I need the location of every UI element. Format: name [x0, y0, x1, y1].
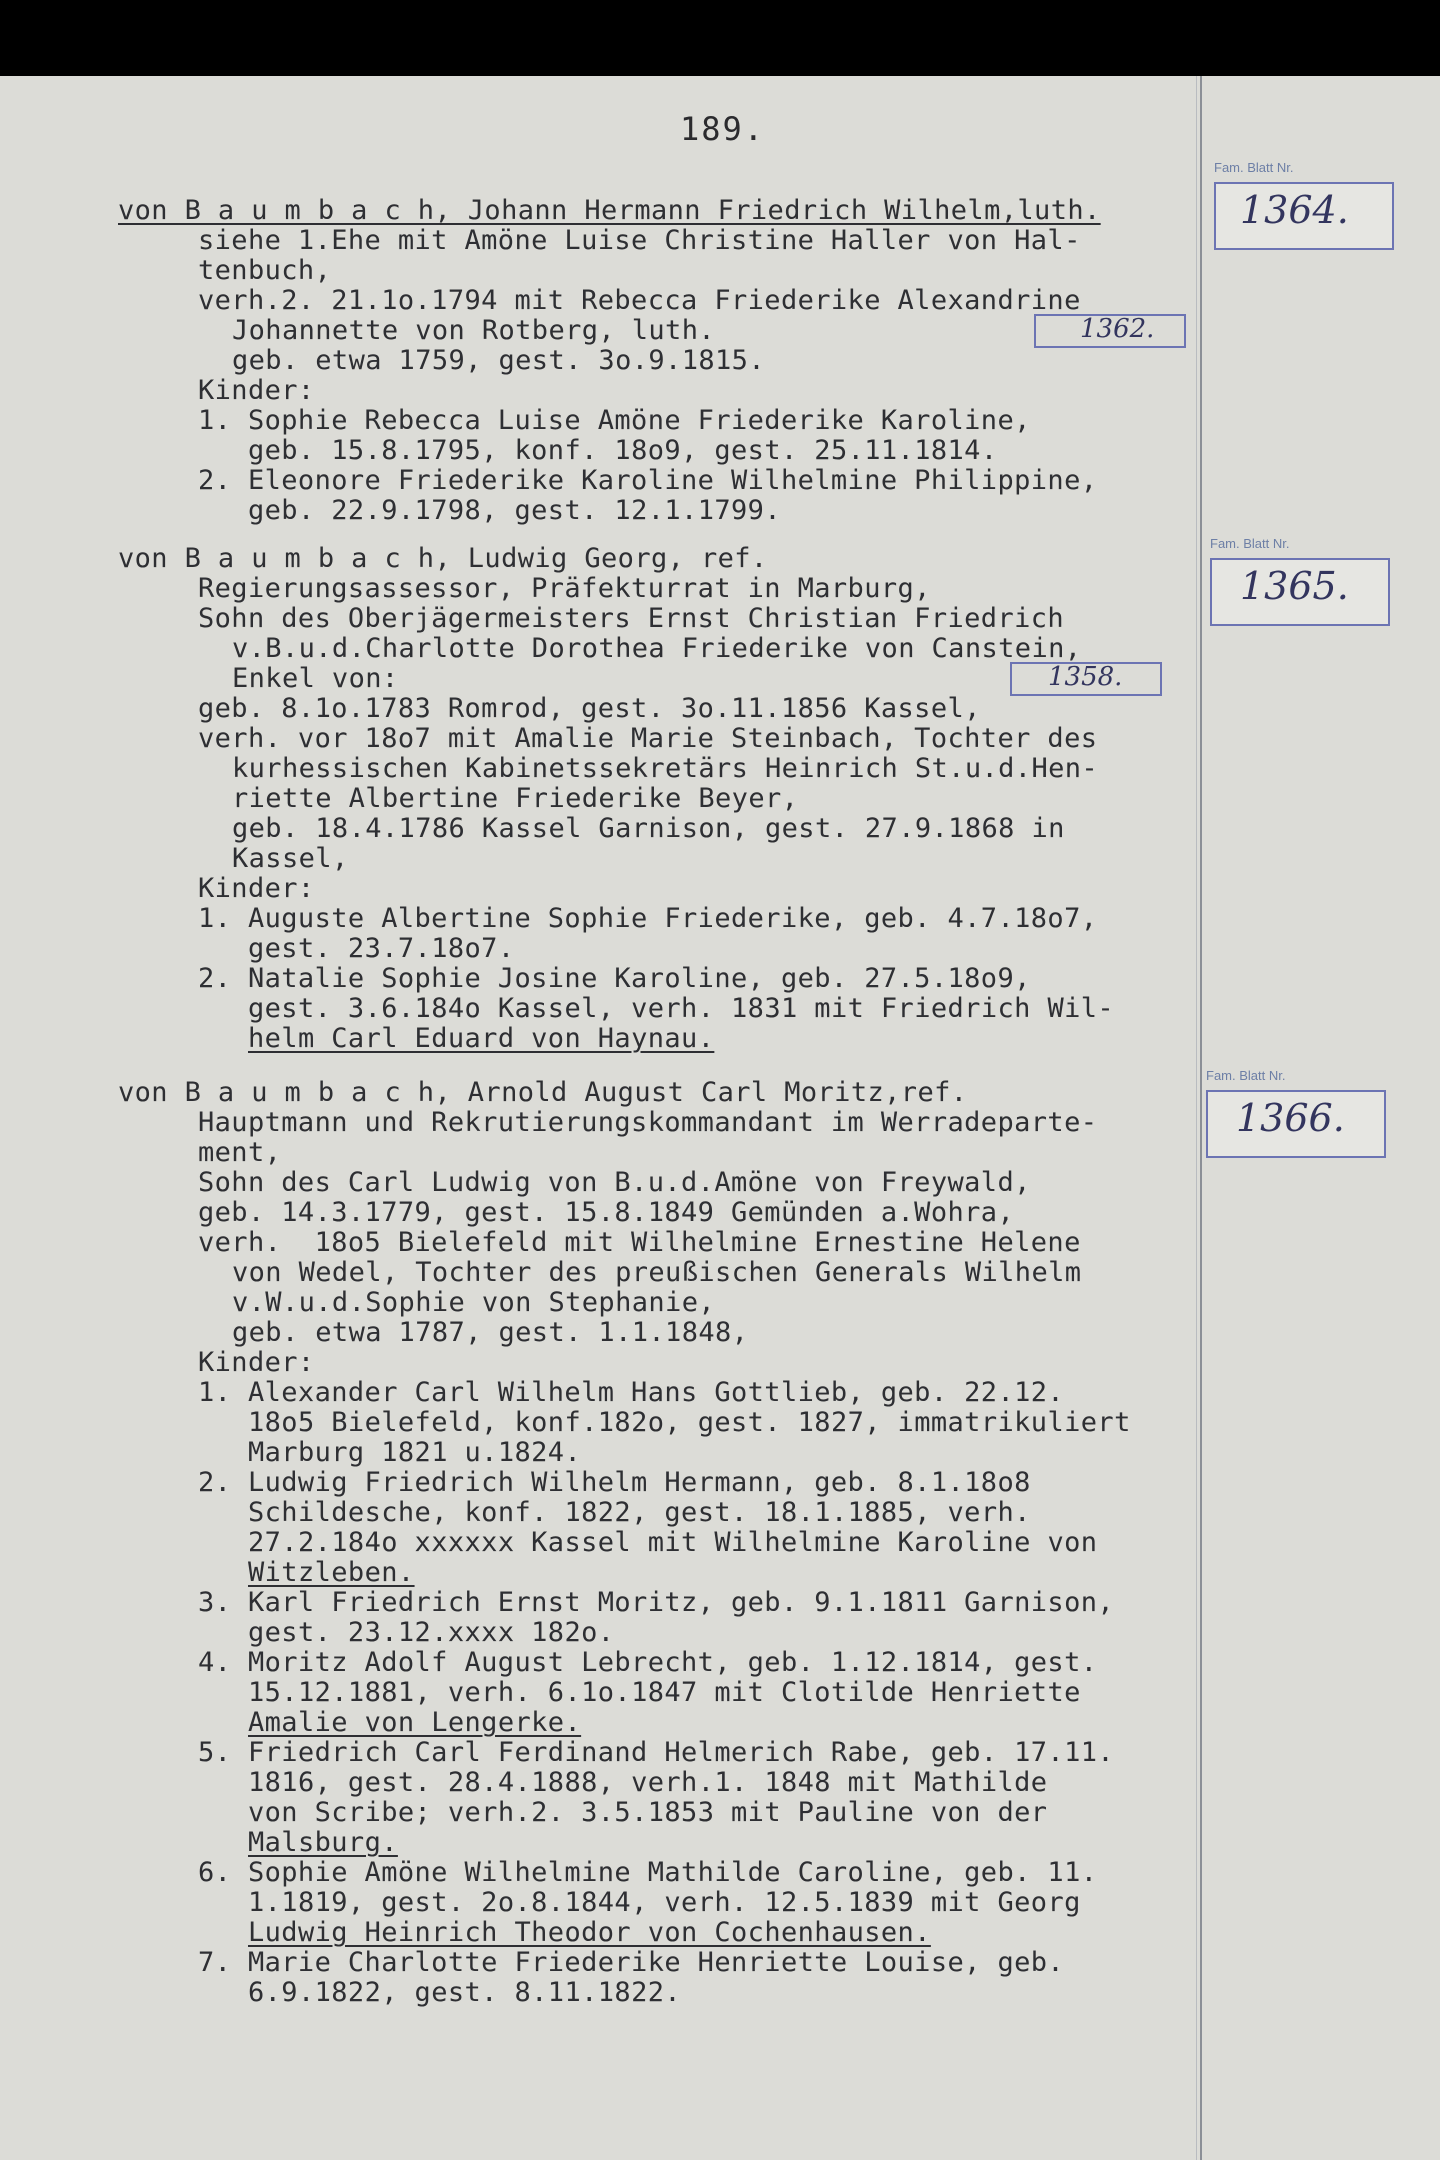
ref-number: 1362. [1080, 314, 1155, 344]
entry-line: Kinder: [198, 873, 315, 904]
entry-line: geb. 8.1o.1783 Romrod, gest. 3o.11.1856 Kassel, [198, 693, 981, 724]
ref-number: 1358. [1048, 662, 1123, 692]
entry-line: 27.2.184o xxxxxx Kassel mit Wilhelmine Karoline von [248, 1527, 1098, 1558]
fam-blatt-number: 1365. [1240, 564, 1349, 608]
entry-line: 4. Moritz Adolf August Lebrecht, geb. 1.12.1814, gest. [198, 1647, 1098, 1678]
entry-line: 18o5 Bielefeld, konf.182o, gest. 1827, immatrikuliert [248, 1407, 1131, 1438]
entry-line: kurhessischen Kabinetssekretärs Heinrich St.u.d.Hen- [232, 753, 1099, 784]
entry-line: Malsburg. [248, 1827, 398, 1858]
entry-line: 3. Karl Friedrich Ernst Moritz, geb. 9.1.1811 Garnison, [198, 1587, 1115, 1618]
entry-line: tenbuch, [198, 255, 332, 286]
fam-blatt-label: Fam. Blatt Nr. [1210, 536, 1290, 551]
entry-line: 2. Natalie Sophie Josine Karoline, geb. 27.5.18o9, [198, 963, 1031, 994]
fam-blatt-number: 1366. [1236, 1096, 1345, 1140]
entry-line: Amalie von Lengerke. [248, 1707, 582, 1738]
entry-line: geb. etwa 1787, gest. 1.1.1848, [232, 1317, 749, 1348]
entry-line: von Scribe; verh.2. 3.5.1853 mit Pauline von der [248, 1797, 1048, 1828]
entry-line: Ludwig Heinrich Theodor von Cochenhausen. [248, 1917, 931, 1948]
entry-line: verh. 18o5 Bielefeld mit Wilhelmine Ernestine Helene [198, 1227, 1081, 1258]
entry-line: geb. 15.8.1795, konf. 18o9, gest. 25.11.1814. [248, 435, 998, 466]
entry-line: Hauptmann und Rekrutierungskommandant im Werradeparte- [198, 1107, 1098, 1138]
entry-line: Regierungsassessor, Präfekturrat in Marburg, [198, 573, 931, 604]
entry-line: 1. Sophie Rebecca Luise Amöne Friederike Karoline, [198, 405, 1031, 436]
margin-rule-inner [1196, 76, 1197, 2160]
entry-line: geb. 18.4.1786 Kassel Garnison, gest. 27.9.1868 in [232, 813, 1065, 844]
entry-line: 2. Ludwig Friedrich Wilhelm Hermann, geb. 8.1.18o8 [198, 1467, 1031, 1498]
entry-line: 1. Auguste Albertine Sophie Friederike, geb. 4.7.18o7, [198, 903, 1098, 934]
entry-line: von B a u m b a c h, Arnold August Carl Moritz,ref. [118, 1077, 968, 1108]
entry-line: von B a u m b a c h, Ludwig Georg, ref. [118, 543, 768, 574]
entry-line: helm Carl Eduard von Haynau. [248, 1023, 715, 1054]
entry-line: Enkel von: [232, 663, 399, 694]
entry-line: 5. Friedrich Carl Ferdinand Helmerich Rabe, geb. 17.11. [198, 1737, 1115, 1768]
entry-line: Kinder: [198, 1347, 315, 1378]
entry-line: 7. Marie Charlotte Friederike Henriette Louise, geb. [198, 1947, 1065, 1978]
entry-line: riette Albertine Friederike Beyer, [232, 783, 799, 814]
entry-line: Schildesche, konf. 1822, gest. 18.1.1885, verh. [248, 1497, 1031, 1528]
entry-line: 1.1819, gest. 2o.8.1844, verh. 12.5.1839 mit Georg [248, 1887, 1081, 1918]
entry-line: von Wedel, Tochter des preußischen Generals Wilhelm [232, 1257, 1082, 1288]
entry-line: gest. 23.7.18o7. [248, 933, 515, 964]
entry-line: ment, [198, 1137, 282, 1168]
entry-line: v.W.u.d.Sophie von Stephanie, [232, 1287, 716, 1318]
entry-line: Johannette von Rotberg, luth. [232, 315, 716, 346]
entry-line: 6.9.1822, gest. 8.11.1822. [248, 1977, 682, 2008]
entry-line: gest. 3.6.184o Kassel, verh. 1831 mit Friedrich Wil- [248, 993, 1115, 1024]
page-number: 189. [680, 110, 766, 148]
entry-line: 6. Sophie Amöne Wilhelmine Mathilde Caroline, geb. 11. [198, 1857, 1098, 1888]
entry-line: 1816, gest. 28.4.1888, verh.1. 1848 mit Mathilde [248, 1767, 1048, 1798]
entry-line: Sohn des Oberjägermeisters Ernst Christian Friedrich [198, 603, 1065, 634]
entry-line: 15.12.1881, verh. 6.1o.1847 mit Clotilde Henriette [248, 1677, 1081, 1708]
document-page [0, 76, 1440, 2160]
fam-blatt-label: Fam. Blatt Nr. [1206, 1068, 1286, 1083]
entry-line: gest. 23.12.xxxx 182o. [248, 1617, 615, 1648]
margin-rule [1200, 76, 1202, 2160]
entry-line: geb. 22.9.1798, gest. 12.1.1799. [248, 495, 781, 526]
entry-line: Kinder: [198, 375, 315, 406]
fam-blatt-number: 1364. [1240, 188, 1349, 232]
entry-line: Marburg 1821 u.1824. [248, 1437, 582, 1468]
entry-line: Witzleben. [248, 1557, 415, 1588]
entry-line: Kassel, [232, 843, 349, 874]
entry-line: geb. etwa 1759, gest. 3o.9.1815. [232, 345, 765, 376]
fam-blatt-label: Fam. Blatt Nr. [1214, 160, 1294, 175]
entry-line: geb. 14.3.1779, gest. 15.8.1849 Gemünden a.Wohra, [198, 1197, 1015, 1228]
entry-line: v.B.u.d.Charlotte Dorothea Friederike von Canstein, [232, 633, 1082, 664]
entry-line: siehe 1.Ehe mit Amöne Luise Christine Haller von Hal- [198, 225, 1081, 256]
entry-line: Sohn des Carl Ludwig von B.u.d.Amöne von Freywald, [198, 1167, 1031, 1198]
entry-line: 2. Eleonore Friederike Karoline Wilhelmine Philippine, [198, 465, 1098, 496]
entry-line: von B a u m b a c h, Johann Hermann Friedrich Wilhelm,luth. [118, 195, 1101, 226]
entry-line: 1. Alexander Carl Wilhelm Hans Gottlieb, geb. 22.12. [198, 1377, 1065, 1408]
entry-line: verh.2. 21.1o.1794 mit Rebecca Friederike Alexandrine [198, 285, 1081, 316]
entry-line: verh. vor 18o7 mit Amalie Marie Steinbach, Tochter des [198, 723, 1098, 754]
